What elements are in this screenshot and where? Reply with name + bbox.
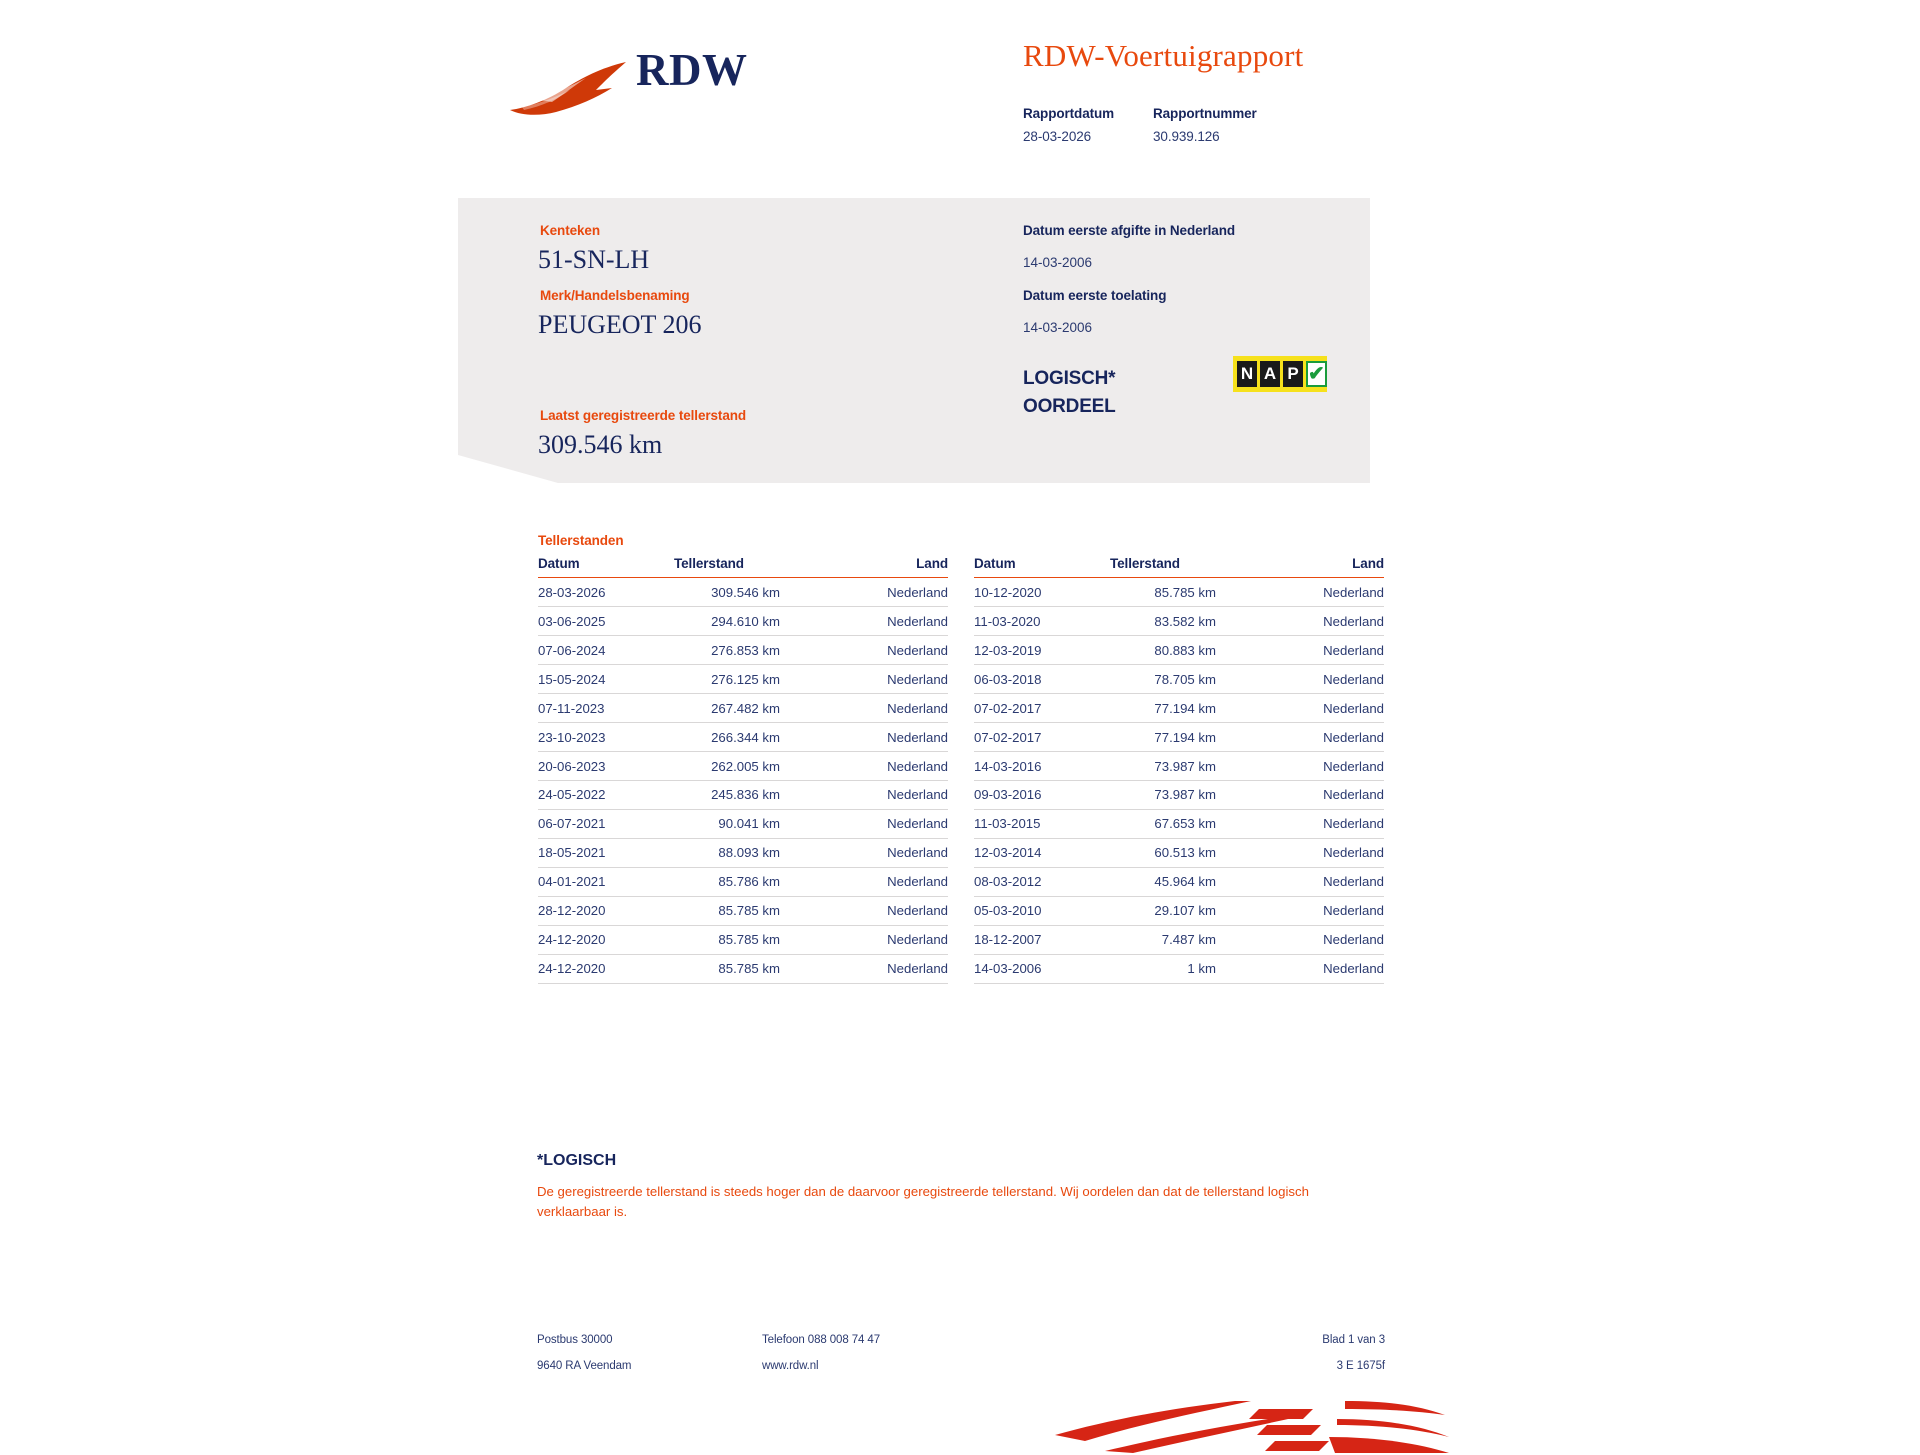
- cell-datum: 24-05-2022: [538, 780, 668, 809]
- odometer-table-left: [538, 556, 948, 984]
- first-admission-label: Datum eerste toelating: [1023, 288, 1167, 303]
- cell-tellerstand: 294.610 km: [668, 606, 818, 635]
- cell-tellerstand: 85.786 km: [668, 867, 818, 896]
- table-row: [538, 925, 948, 954]
- footer-form-code: 3 E 1675f: [1336, 1360, 1385, 1372]
- check-icon: ✔: [1308, 363, 1325, 385]
- report-date-block: [1023, 106, 1153, 144]
- cell-datum: 24-12-2020: [538, 954, 668, 983]
- verdict-line-2: OORDEEL: [1023, 395, 1116, 417]
- footer-phone: Telefoon 088 008 74 47: [762, 1334, 881, 1346]
- cell-tellerstand: 85.785 km: [668, 925, 818, 954]
- cell-datum: 18-12-2007: [974, 925, 1104, 954]
- cell-tellerstand: 85.785 km: [1104, 578, 1254, 607]
- odometer-right-body: [974, 578, 1384, 984]
- table-row: [538, 838, 948, 867]
- report-date-label: Rapportdatum: [1023, 106, 1115, 121]
- column-header-tellerstand: Tellerstand: [1110, 556, 1180, 571]
- table-header-row: [974, 556, 1384, 578]
- cell-datum: 10-12-2020: [974, 578, 1104, 607]
- cell-tellerstand: 78.705 km: [1104, 664, 1254, 693]
- licence-plate-value: 51-SN-LH: [538, 245, 650, 274]
- cell-tellerstand: 73.987 km: [1104, 751, 1254, 780]
- cell-tellerstand: 77.194 km: [1104, 693, 1254, 722]
- cell-land: Nederland: [1254, 809, 1384, 838]
- table-row: [974, 664, 1384, 693]
- cell-land: Nederland: [818, 664, 948, 693]
- verdict-block: [1023, 365, 1203, 420]
- nap-letter-n: N: [1237, 361, 1257, 387]
- footnote-title: [537, 1152, 616, 1170]
- last-odometer-label: Laatst geregistreerde tellerstand: [540, 408, 747, 423]
- cell-tellerstand: 88.093 km: [668, 838, 818, 867]
- cell-land: Nederland: [1254, 780, 1384, 809]
- cell-tellerstand: 85.785 km: [668, 954, 818, 983]
- cell-land: Nederland: [818, 780, 948, 809]
- cell-datum: 06-03-2018: [974, 664, 1104, 693]
- footer-page-number: Blad 1 van 3: [1322, 1334, 1385, 1346]
- table-row: [974, 838, 1384, 867]
- table-row: [974, 896, 1384, 925]
- cell-tellerstand: 276.125 km: [668, 664, 818, 693]
- cell-land: Nederland: [818, 867, 948, 896]
- table-row: [538, 578, 948, 607]
- footnote-body: De geregistreerde tellerstand is steeds hoger dan de daarvoor geregistreerde tellerstand. Wij oordelen dan dat de tellerstand logisch verklaarbaar is.: [537, 1184, 1309, 1220]
- cell-tellerstand: 80.883 km: [1104, 635, 1254, 664]
- cell-land: Nederland: [1254, 925, 1384, 954]
- cell-datum: 11-03-2020: [974, 606, 1104, 635]
- nap-letter-a: A: [1260, 361, 1280, 387]
- nap-letter-p: P: [1283, 361, 1303, 387]
- cell-land: Nederland: [1254, 867, 1384, 896]
- table-row: [538, 867, 948, 896]
- table-row: [974, 578, 1384, 607]
- cell-land: Nederland: [1254, 838, 1384, 867]
- rdw-logo-text: RDW: [636, 45, 748, 95]
- footnote-star: *: [537, 1152, 544, 1169]
- odometer-table-right: [974, 556, 1384, 984]
- cell-datum: 03-06-2025: [538, 606, 668, 635]
- cell-datum: 07-02-2017: [974, 693, 1104, 722]
- cell-land: Nederland: [1254, 722, 1384, 751]
- cell-datum: 11-03-2015: [974, 809, 1104, 838]
- table-row: [974, 809, 1384, 838]
- column-header-datum: Datum: [538, 556, 580, 571]
- cell-land: Nederland: [1254, 606, 1384, 635]
- table-row: [974, 867, 1384, 896]
- cell-land: Nederland: [1254, 693, 1384, 722]
- column-header-tellerstand: Tellerstand: [674, 556, 744, 571]
- cell-land: Nederland: [818, 751, 948, 780]
- first-issue-nl-value: 14-03-2006: [1023, 255, 1093, 270]
- cell-tellerstand: 90.041 km: [668, 809, 818, 838]
- column-header-datum: Datum: [974, 556, 1016, 571]
- cell-tellerstand: 7.487 km: [1104, 925, 1254, 954]
- cell-tellerstand: 29.107 km: [1104, 896, 1254, 925]
- table-row: [974, 780, 1384, 809]
- odometer-left-body: [538, 578, 948, 984]
- cell-datum: 28-03-2026: [538, 578, 668, 607]
- rdw-logo: [508, 28, 768, 120]
- table-row: [538, 722, 948, 751]
- cell-land: Nederland: [818, 809, 948, 838]
- report-date-value: 28-03-2026: [1023, 129, 1092, 144]
- column-header-land: Land: [1352, 556, 1384, 571]
- footer-address-line-1: Postbus 30000: [537, 1334, 613, 1346]
- cell-tellerstand: 85.785 km: [668, 896, 818, 925]
- cell-tellerstand: 60.513 km: [1104, 838, 1254, 867]
- table-row: [538, 693, 948, 722]
- footnote-title-text: LOGISCH: [543, 1152, 617, 1169]
- rdw-swoosh-logo-icon: [508, 60, 630, 118]
- cell-datum: 07-06-2024: [538, 635, 668, 664]
- cell-land: Nederland: [818, 606, 948, 635]
- cell-land: Nederland: [818, 722, 948, 751]
- table-row: [538, 954, 948, 983]
- table-row: [974, 635, 1384, 664]
- table-row: [974, 722, 1384, 751]
- cell-land: Nederland: [818, 954, 948, 983]
- cell-datum: 20-06-2023: [538, 751, 668, 780]
- cell-land: Nederland: [1254, 635, 1384, 664]
- cell-datum: 12-03-2014: [974, 838, 1104, 867]
- licence-plate-label: Kenteken: [540, 223, 600, 238]
- cell-datum: 14-03-2016: [974, 751, 1104, 780]
- cell-land: Nederland: [818, 635, 948, 664]
- footer-address-line-2: 9640 RA Veendam: [537, 1360, 632, 1372]
- verdict-line-1: LOGISCH*: [1023, 368, 1116, 389]
- report-number-block: [1153, 106, 1323, 144]
- first-admission-value: 14-03-2006: [1023, 320, 1093, 335]
- table-header-row: [538, 556, 948, 578]
- cell-datum: 12-03-2019: [974, 635, 1104, 664]
- cell-tellerstand: 1 km: [1104, 954, 1254, 983]
- report-number-value: 30.939.126: [1153, 129, 1220, 144]
- cell-tellerstand: 276.853 km: [668, 635, 818, 664]
- report-number-label: Rapportnummer: [1153, 106, 1257, 121]
- cell-tellerstand: 73.987 km: [1104, 780, 1254, 809]
- cell-datum: 15-05-2024: [538, 664, 668, 693]
- odometer-table-title: Tellerstanden: [538, 533, 624, 548]
- cell-tellerstand: 266.344 km: [668, 722, 818, 751]
- cell-land: Nederland: [1254, 664, 1384, 693]
- cell-land: Nederland: [1254, 578, 1384, 607]
- table-row: [538, 780, 948, 809]
- decorative-stripes-icon: [1045, 1395, 1495, 1455]
- cell-datum: 07-02-2017: [974, 722, 1104, 751]
- table-row: [974, 751, 1384, 780]
- table-row: [538, 809, 948, 838]
- table-row: [538, 606, 948, 635]
- cell-datum: 14-03-2006: [974, 954, 1104, 983]
- last-odometer-value: 309.546 km: [538, 430, 663, 459]
- table-row: [974, 606, 1384, 635]
- first-issue-nl-label: Datum eerste afgifte in Nederland: [1023, 223, 1236, 238]
- table-row: [538, 664, 948, 693]
- table-row: [974, 954, 1384, 983]
- column-header-land: Land: [916, 556, 948, 571]
- cell-datum: 08-03-2012: [974, 867, 1104, 896]
- cell-datum: 28-12-2020: [538, 896, 668, 925]
- cell-land: Nederland: [818, 578, 948, 607]
- cell-tellerstand: 309.546 km: [668, 578, 818, 607]
- cell-datum: 06-07-2021: [538, 809, 668, 838]
- cell-datum: 24-12-2020: [538, 925, 668, 954]
- cell-land: Nederland: [1254, 896, 1384, 925]
- cell-datum: 04-01-2021: [538, 867, 668, 896]
- cell-datum: 18-05-2021: [538, 838, 668, 867]
- cell-tellerstand: 45.964 km: [1104, 867, 1254, 896]
- cell-land: Nederland: [818, 896, 948, 925]
- cell-land: Nederland: [1254, 954, 1384, 983]
- cell-land: Nederland: [818, 693, 948, 722]
- cell-tellerstand: 262.005 km: [668, 751, 818, 780]
- table-row: [538, 751, 948, 780]
- nap-letters: [1237, 361, 1303, 387]
- page-title: RDW-Voertuigrapport: [1023, 38, 1304, 73]
- nap-badge-icon: [1233, 356, 1327, 392]
- cell-tellerstand: 83.582 km: [1104, 606, 1254, 635]
- table-row: [974, 925, 1384, 954]
- table-row: [538, 896, 948, 925]
- make-model-value: PEUGEOT 206: [538, 310, 702, 339]
- make-model-label: Merk/Handelsbenaming: [540, 288, 690, 303]
- cell-datum: 07-11-2023: [538, 693, 668, 722]
- table-row: [974, 693, 1384, 722]
- cell-land: Nederland: [1254, 751, 1384, 780]
- cell-tellerstand: 245.836 km: [668, 780, 818, 809]
- cell-datum: 23-10-2023: [538, 722, 668, 751]
- table-row: [538, 635, 948, 664]
- cell-tellerstand: 67.653 km: [1104, 809, 1254, 838]
- cell-tellerstand: 77.194 km: [1104, 722, 1254, 751]
- cell-tellerstand: 267.482 km: [668, 693, 818, 722]
- cell-datum: 09-03-2016: [974, 780, 1104, 809]
- document-header: [0, 0, 1920, 170]
- footer-website[interactable]: www.rdw.nl: [762, 1360, 819, 1372]
- cell-datum: 05-03-2010: [974, 896, 1104, 925]
- cell-land: Nederland: [818, 925, 948, 954]
- cell-land: Nederland: [818, 838, 948, 867]
